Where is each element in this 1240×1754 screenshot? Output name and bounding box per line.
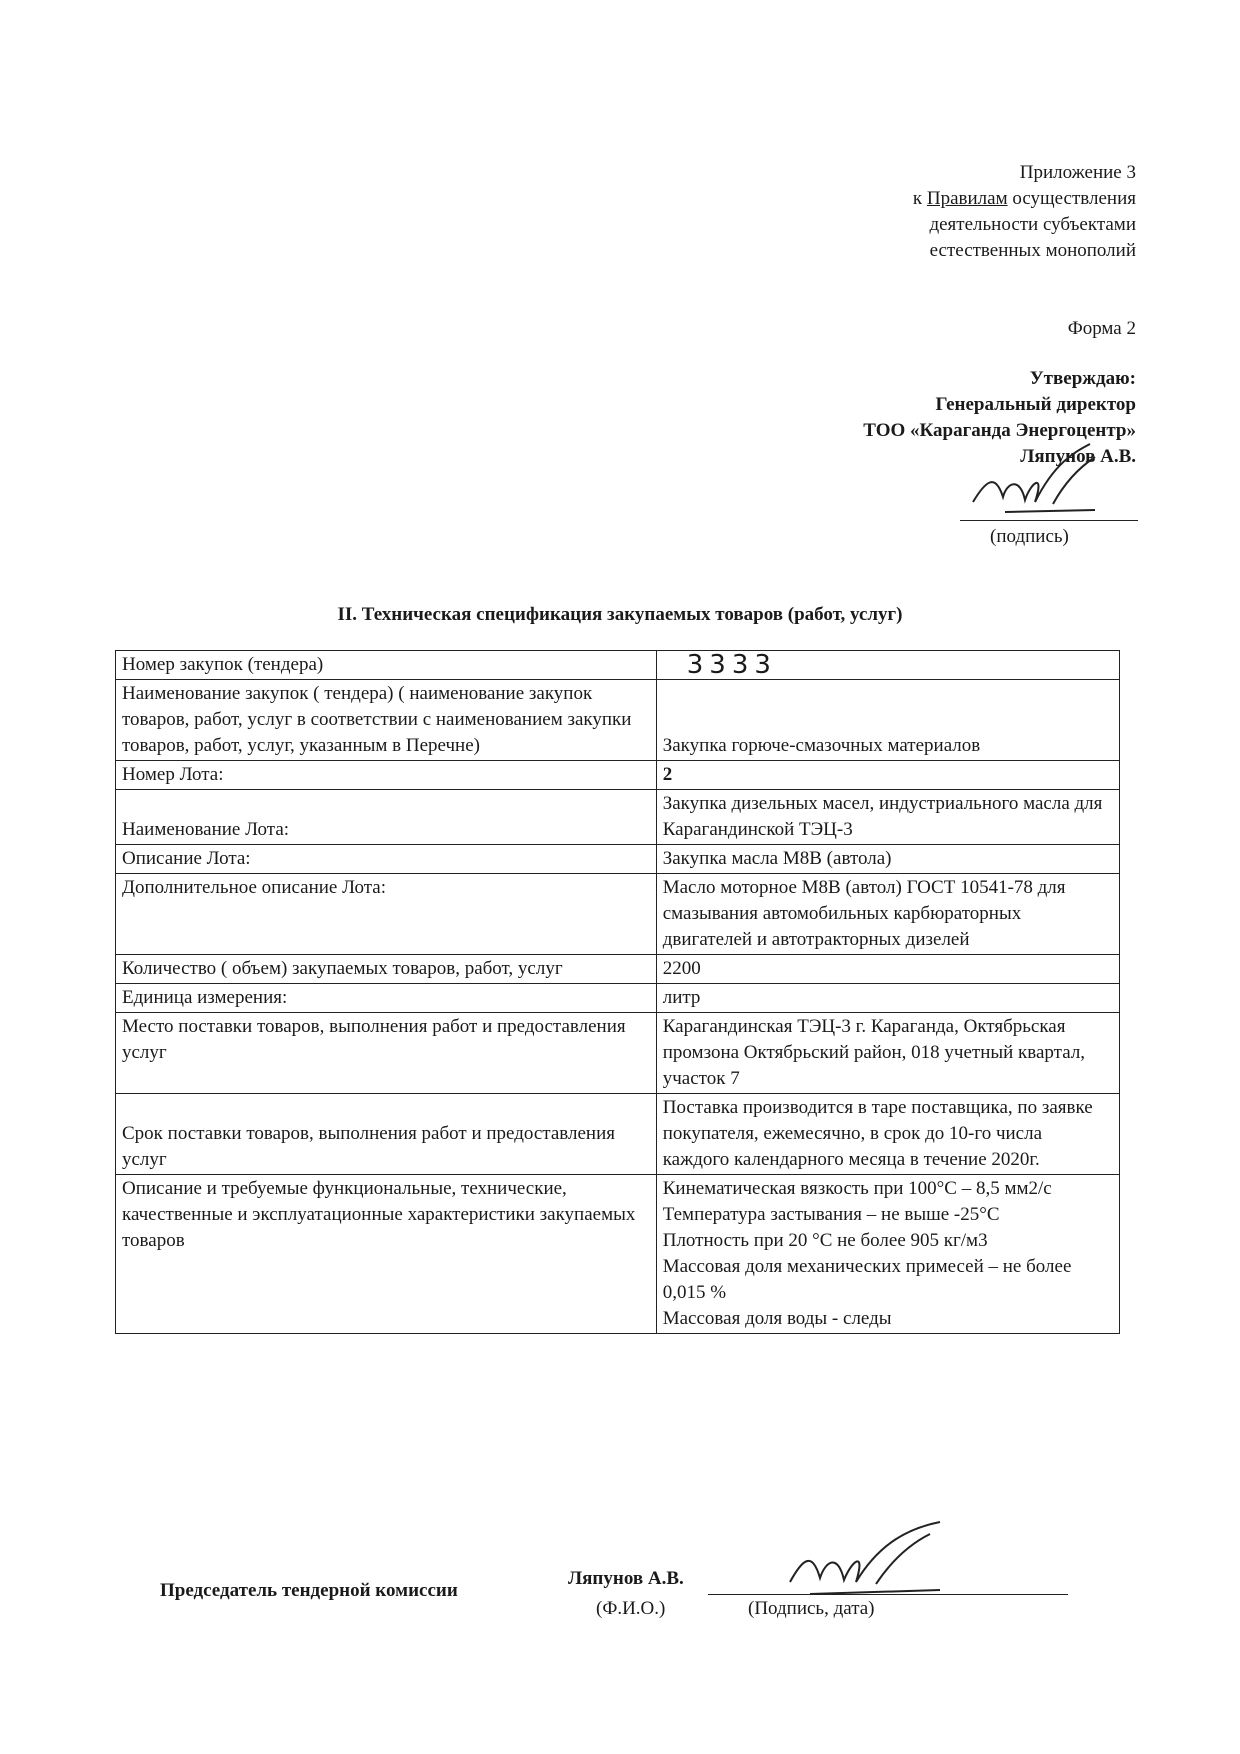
director-signature (965, 442, 1105, 522)
technical-spec-table (115, 650, 1120, 1334)
row-label: Дополнительное описание Лота: (116, 874, 657, 955)
appendix-rest: осуществления (1007, 188, 1136, 209)
tender-number-value: 3333 (656, 651, 1119, 680)
characteristic-line: Температура застывания – не выше -25°С (662, 1204, 1000, 1225)
row-label: Срок поставки товаров, выполнения работ и предоставления услуг (116, 1094, 657, 1175)
appendix-prefix: к (912, 188, 927, 209)
commission-chair-title: Председатель тендерной комиссии (160, 1580, 458, 1601)
row-label: Описание Лота: (116, 845, 657, 874)
chair-name: Ляпунов А.В. (568, 1568, 684, 1589)
row-value-list (656, 1175, 1119, 1334)
appendix-line-3: деятельности субъектами (929, 214, 1136, 235)
row-label: Наименование Лота: (116, 790, 657, 845)
row-value: литр (656, 984, 1119, 1013)
signature-date-caption: (Подпись, дата) (748, 1598, 875, 1619)
table-row (116, 955, 1120, 984)
chair-signature (780, 1520, 950, 1600)
signature-caption: (подпись) (990, 526, 1069, 547)
approval-line-2: Генеральный директор (935, 394, 1136, 415)
characteristic-line: Массовая доля механических примесей – не более 0,015 % (662, 1256, 1072, 1303)
row-label: Количество ( объем) закупаемых товаров, работ, услуг (116, 955, 657, 984)
signature-line (960, 520, 1138, 521)
appendix-reference (913, 160, 1136, 264)
approval-line-4: Ляпунов А.В. (1020, 446, 1136, 467)
characteristic-line: Массовая доля воды - следы (662, 1308, 892, 1329)
appendix-number: Приложение 3 (1019, 162, 1136, 183)
row-value: Закупка горюче-смазочных материалов (656, 680, 1119, 761)
approval-line-3: ТОО «Караганда Энергоцентр» (863, 420, 1136, 441)
row-label: Единица измерения: (116, 984, 657, 1013)
table-row (116, 761, 1120, 790)
table-row (116, 1175, 1120, 1334)
form-number: Форма 2 (1067, 318, 1136, 339)
table-row (116, 790, 1120, 845)
table-row (116, 1094, 1120, 1175)
approval-line-1: Утверждаю: (1029, 368, 1136, 389)
row-value: 2200 (656, 955, 1119, 984)
table-row (116, 680, 1120, 761)
signature-date-line (708, 1594, 1068, 1595)
table-row (116, 984, 1120, 1013)
row-value: Закупка дизельных масел, индустриального масла для Карагандинской ТЭЦ-3 (656, 790, 1119, 845)
characteristic-line: Кинематическая вязкость при 100°С – 8,5 мм2/с (662, 1178, 1052, 1199)
appendix-line-4: естественных монополий (929, 240, 1136, 261)
table-row (116, 874, 1120, 955)
row-label: Наименование закупок ( тендера) ( наименование закупок товаров, работ, услуг в соответствии с наименованием закупки товаров, работ, услуг, указанным в Перечне) (116, 680, 657, 761)
rules-link: Правилам (926, 188, 1008, 209)
table-row (116, 845, 1120, 874)
row-label: Номер закупок (тендера) (116, 651, 657, 680)
table-row (116, 1013, 1120, 1094)
row-value: 2 (656, 761, 1119, 790)
row-label: Описание и требуемые функциональные, технические, качественные и эксплуатационные характеристики закупаемых товаров (116, 1175, 657, 1334)
fio-caption: (Ф.И.О.) (596, 1598, 666, 1619)
row-value: Закупка масла М8В (автола) (656, 845, 1119, 874)
appendix-rules-line (913, 186, 1136, 212)
row-value: Поставка производится в таре поставщика, по заявке покупателя, ежемесячно, в срок до 10-го числа каждого календарного месяца в течение 2020г. (656, 1094, 1119, 1175)
row-label: Место поставки товаров, выполнения работ и предоставления услуг (116, 1013, 657, 1094)
table-row (116, 651, 1120, 680)
row-label: Номер Лота: (116, 761, 657, 790)
characteristic-line: Плотность при 20 °С не более 905 кг/м3 (662, 1230, 988, 1251)
row-value: Масло моторное М8В (автол) ГОСТ 10541-78 для смазывания автомобильных карбюраторных двигателей и автотракторных дизелей (656, 874, 1119, 955)
document-title: II. Техническая спецификация закупаемых товаров (работ, услуг) (337, 604, 903, 625)
row-value: Карагандинская ТЭЦ-3 г. Караганда, Октябрьская промзона Октябрьский район, 018 учетный квартал, участок 7 (656, 1013, 1119, 1094)
